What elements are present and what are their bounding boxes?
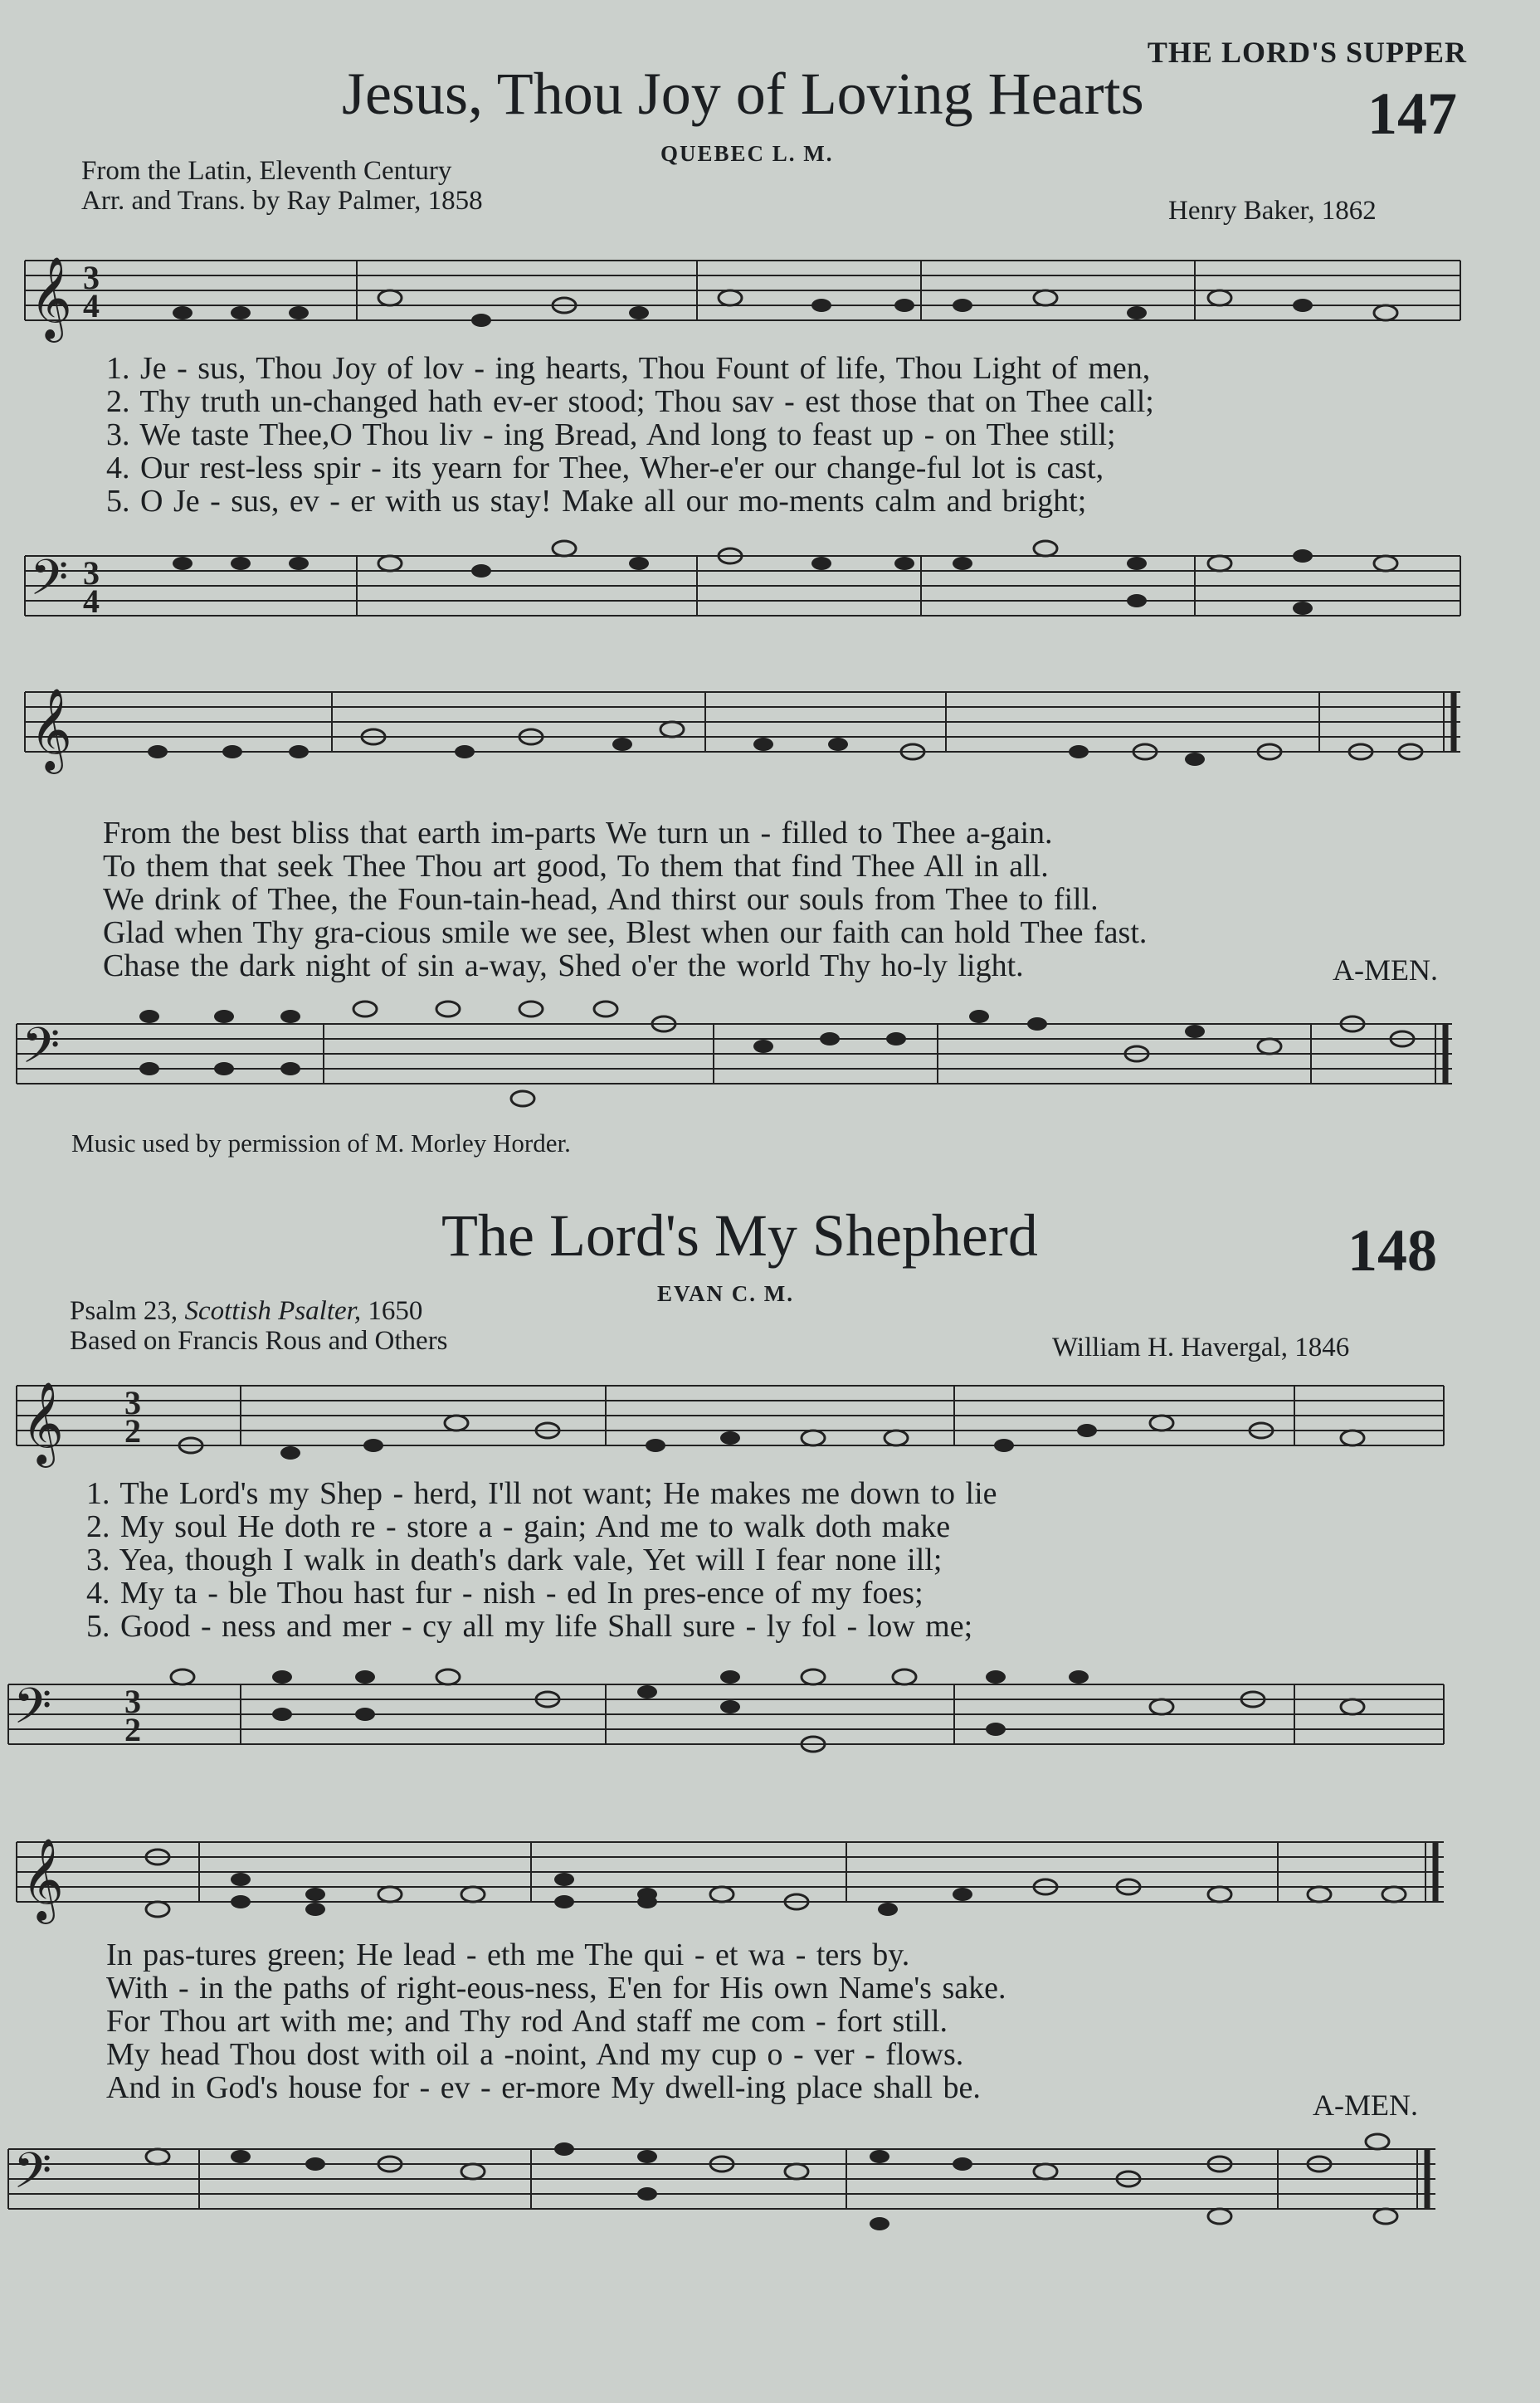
verse-line: In pas-tures green; He lead - eth me The qui - et wa - ters by. xyxy=(106,1938,910,1972)
hymn-147-lyrics-part2 xyxy=(103,816,1147,982)
verse-line: 3. Yea, though I walk in death's dark vale, Yet will I fear none ill; xyxy=(86,1543,943,1577)
hymn-148-lyrics-part2 xyxy=(106,1938,1006,2104)
psalm-reference: Psalm 23, xyxy=(70,1296,178,1326)
words-credit-line: Arr. and Trans. by Ray Palmer, 1858 xyxy=(81,186,483,216)
verse-line: 2. My soul He doth re - store a - gain; And me to walk doth make xyxy=(86,1509,951,1544)
verse-line: Chase the dark night of sin a-way, Shed o'er the world Thy ho-ly light. xyxy=(103,948,1024,983)
svg-text:𝄢: 𝄢 xyxy=(13,1679,52,1746)
music-notation xyxy=(0,1643,1494,1776)
words-credit-line: Based on Francis Rous and Others xyxy=(70,1326,448,1356)
bass-staff xyxy=(0,982,1494,1115)
music-notation xyxy=(0,219,1494,344)
words-credit-line: From the Latin, Eleventh Century xyxy=(81,156,452,186)
music-notation xyxy=(0,1344,1494,1477)
svg-text:3: 3 xyxy=(124,1683,141,1720)
verse-line: For Thou art with me; and Thy rod And staff me com - fort still. xyxy=(106,2004,948,2039)
svg-text:𝄢: 𝄢 xyxy=(22,1019,61,1085)
hymn-148-music-credit: William H. Havergal, 1846 xyxy=(1052,1333,1350,1362)
verse-line: And in God's house for - ev - er-more My dwell-ing place shall be. xyxy=(106,2070,981,2105)
svg-text:𝄞: 𝄞 xyxy=(30,258,72,338)
svg-text:𝄞: 𝄞 xyxy=(22,1840,64,1919)
svg-text:3: 3 xyxy=(83,554,100,592)
treble-staff xyxy=(0,219,1494,344)
hymn-147-permission: Music used by permission of M. Morley Horder. xyxy=(71,1128,571,1158)
psalter-year: 1650 xyxy=(368,1296,423,1326)
svg-text:4: 4 xyxy=(83,287,100,324)
svg-text:𝄞: 𝄞 xyxy=(22,1383,64,1463)
treble-staff xyxy=(0,1344,1494,1477)
verse-line: 3. We taste Thee,O Thou liv - ing Bread, And long to feast up - on Thee still; xyxy=(106,417,1116,452)
treble-staff xyxy=(0,1801,1494,1942)
svg-text:𝄢: 𝄢 xyxy=(13,2144,52,2210)
hymn-147-amen: A-MEN. xyxy=(1333,953,1438,987)
hymn-147-number: 147 xyxy=(1367,80,1457,147)
hymn-147-music-credit: Henry Baker, 1862 xyxy=(1168,196,1377,226)
treble-staff xyxy=(0,651,1494,792)
verse-line: To them that seek Thee Thou art good, To them that find Thee All in all. xyxy=(103,849,1049,884)
music-notation xyxy=(0,651,1494,792)
svg-text:4: 4 xyxy=(83,582,100,620)
verse-line: 4. My ta - ble Thou hast fur - nish - ed In pres-ence of my foes; xyxy=(86,1576,924,1611)
bass-staff xyxy=(0,2108,1494,2274)
hymn-147-tune-name: QUEBEC L. M. xyxy=(660,141,834,166)
svg-text:3: 3 xyxy=(83,259,100,296)
hymn-148-title: The Lord's My Shepherd xyxy=(441,1202,1038,1269)
svg-text:2: 2 xyxy=(124,1412,141,1450)
hymn-148-tune-name: EVAN C. M. xyxy=(657,1281,795,1306)
hymn-147-title: Jesus, Thou Joy of Loving Hearts xyxy=(342,61,1144,127)
svg-text:3: 3 xyxy=(124,1384,141,1421)
music-notation xyxy=(0,2108,1494,2274)
bass-staff xyxy=(0,1643,1494,1776)
svg-text:𝄢: 𝄢 xyxy=(30,551,69,617)
verse-line: 1. The Lord's my Shep - herd, I'll not want; He makes me down to lie xyxy=(86,1476,997,1511)
svg-text:𝄞: 𝄞 xyxy=(30,690,72,769)
svg-text:2: 2 xyxy=(124,1711,141,1748)
verse-line: From the best bliss that earth im-parts We turn un - filled to Thee a-gain. xyxy=(103,816,1053,851)
section-heading: THE LORD'S SUPPER xyxy=(1147,36,1467,69)
psalter-name: Scottish Psalter, xyxy=(184,1296,362,1326)
music-notation xyxy=(0,982,1494,1115)
music-notation xyxy=(0,514,1494,639)
hymn-147-words-credit xyxy=(81,156,483,216)
verse-line: 4. Our rest-less spir - its yearn for Thee, Wher-e'er our change-ful lot is cast, xyxy=(106,451,1104,485)
verse-line: We drink of Thee, the Foun-tain-head, And thirst our souls from Thee to fill. xyxy=(103,882,1099,917)
music-notation xyxy=(0,1801,1494,1942)
verse-line: 5. O Je - sus, ev - er with us stay! Make all our mo-ments calm and bright; xyxy=(106,484,1087,519)
verse-line: Glad when Thy gra-cious smile we see, Blest when our faith can hold Thee fast. xyxy=(103,915,1148,950)
bass-staff xyxy=(0,514,1494,639)
hymn-148-number: 148 xyxy=(1348,1217,1437,1284)
words-credit-line xyxy=(70,1296,448,1326)
verse-line: With - in the paths of right-eous-ness, E'en for His own Name's sake. xyxy=(106,1971,1006,2006)
hymn-148-lyrics-part1 xyxy=(86,1477,997,1643)
verse-line: 2. Thy truth un-changed hath ev-er stood; Thou sav - est those that on Thee call; xyxy=(106,384,1154,419)
verse-line: 1. Je - sus, Thou Joy of lov - ing hearts, Thou Fount of life, Thou Light of men, xyxy=(106,351,1151,386)
verse-line: My head Thou dost with oil a -noint, And my cup o - ver - flows. xyxy=(106,2037,964,2072)
hymn-148-amen: A-MEN. xyxy=(1313,2089,1418,2122)
hymn-147-lyrics-part1 xyxy=(106,352,1154,518)
verse-line: 5. Good - ness and mer - cy all my life Shall sure - ly fol - low me; xyxy=(86,1609,973,1644)
